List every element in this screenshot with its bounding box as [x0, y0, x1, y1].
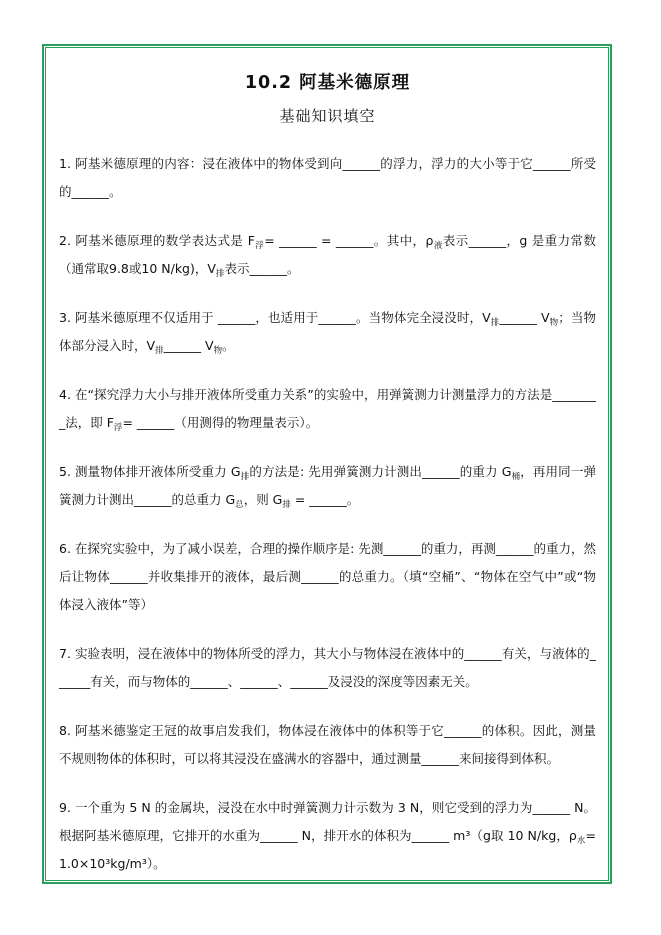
question-7: 7. 实验表明，浸在液体中的物体所受的浮力，其大小与物体浸在液体中的______有关，与液体的______有关，而与物体的______、______、______及浸没的深度等因素无关。 — [59, 646, 596, 689]
question-5: 5. 测量物体排开液体所受重力 $G_排$的方法是: 先用弹簧测力计测出______的重力 $G_桶$，再用同一弹簧测力计测出______的总重力 $G_总$，则 $G_排$ = ______。 — [59, 464, 596, 510]
question-3: 3. 阿基米德原理不仅适用于 ______，也适用于______。当物体完全浸没时，$V_排\_\_\_\_\_\_$ $V_物$；当物体部分浸入时，$V_排\_\_\_\_\_\_$ $V_物$。 — [59, 310, 596, 356]
page-border-inner — [45, 47, 609, 881]
question-2: 2. 阿基米德原理的数学表达式是 $F_浮=$ ______ = ______。其中，$\rho_液$表示______，g 是重力常数（通常取9.8或10 N/kg)，$V_排$表示______。 — [59, 233, 596, 279]
question-1: 1. 阿基米德原理的内容：浸在液体中的物体受到向______的浮力，浮力的大小等于它______所受的______。 — [59, 156, 596, 199]
question-8: 8. 阿基米德鉴定王冠的故事启发我们，物体浸在液体中的体积等于它______的体积。因此，测量不规则物体的体积时，可以将其浸没在盛满水的容器中，通过测量______来间接得到体积。 — [59, 723, 596, 766]
question-6: 6. 在探究实验中，为了减小误差，合理的操作顺序是: 先测______的重力，再测______的重力，然后让物体______并收集排开的液体，最后测______的总重力。（填“空桶”、“物体在空气中”或“物体浸入液体”等） — [59, 541, 596, 612]
page-subtitle: 基础知识填空 — [279, 107, 376, 125]
question-4: 4. 在“探究浮力大小与排开液体所受重力关系”的实验中，用弹簧测力计测量浮力的方法是________法，即 $F_浮=$ ______（用测得的物理量表示）。 — [59, 387, 596, 433]
page-border — [42, 44, 612, 884]
page-title: 10.2 阿基米德原理 — [244, 73, 411, 93]
question-9: 9. 一个重为 5 N 的金属块，浸没在水中时弹簧测力计示数为 3 N，则它受到的浮力为______ N。根据阿基米德原理，它排开的水重为______ N，排开水的体积为______ m³（g取 10 N/kg，$\rho_水=1.0\times 10^3kg/m^3$）。 — [59, 800, 596, 871]
